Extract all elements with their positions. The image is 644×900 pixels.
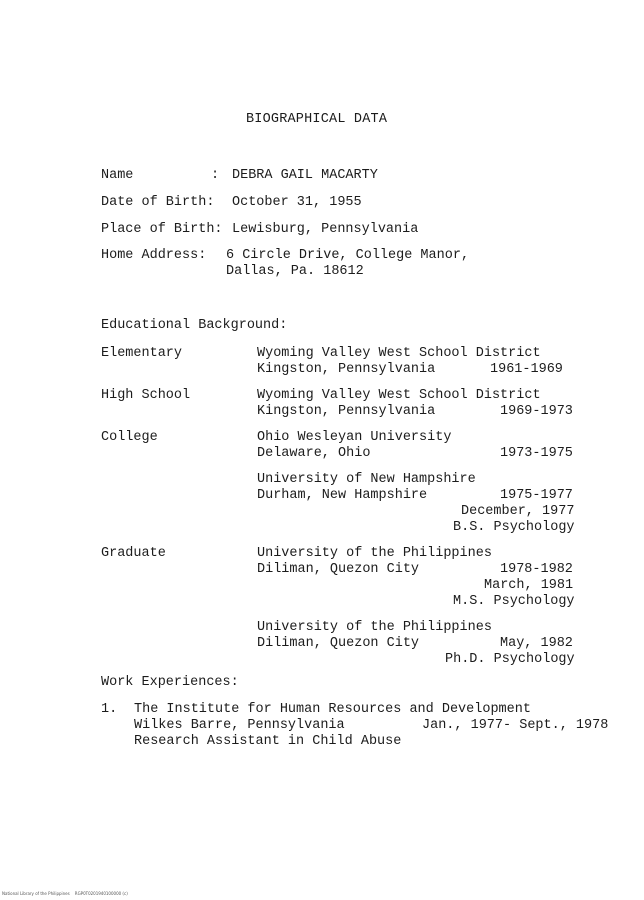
address-line1: 6 Circle Drive, College Manor, <box>226 248 470 263</box>
graduate-label: Graduate <box>101 546 166 561</box>
graduate-degree-2: Ph.D. Psychology <box>445 652 575 667</box>
college-label: College <box>101 430 158 445</box>
graduate-years-1: 1978-1982 <box>500 562 573 577</box>
graduate-date-2: May, 1982 <box>500 636 573 651</box>
highschool-label: High School <box>101 388 191 403</box>
graduate-degree-1: M.S. Psychology <box>453 594 575 609</box>
footer-watermark: National Library of the Philippines RGP0T0201940100000 (c) <box>2 891 128 896</box>
college-school-1: Ohio Wesleyan University <box>257 430 452 445</box>
elementary-school: Wyoming Valley West School District <box>257 346 541 361</box>
name-value: DEBRA GAIL MACARTY <box>232 168 378 183</box>
college-degree-2: B.S. Psychology <box>453 520 575 535</box>
pob-value: Lewisburg, Pennsylvania <box>232 222 419 237</box>
work-item-role: Research Assistant in Child Abuse <box>134 734 402 749</box>
college-years-2: 1975-1977 <box>500 488 573 503</box>
work-item-number: 1. <box>101 702 118 717</box>
highschool-school: Wyoming Valley West School District <box>257 388 541 403</box>
work-item-dates: Jan., 1977- Sept., 1978 <box>422 718 609 733</box>
graduate-date-1: March, 1981 <box>484 578 574 593</box>
name-separator: : <box>211 168 220 183</box>
college-place-1: Delaware, Ohio <box>257 446 371 461</box>
page-title: BIOGRAPHICAL DATA <box>246 112 388 127</box>
college-years-1: 1973-1975 <box>500 446 573 461</box>
work-item-place: Wilkes Barre, Pennsylvania <box>134 718 345 733</box>
pob-label: Place of Birth: <box>101 222 223 237</box>
name-label: Name <box>101 168 134 183</box>
dob-label: Date of Birth: <box>101 195 215 210</box>
graduate-school-1: University of the Philippines <box>257 546 492 561</box>
address-line2: Dallas, Pa. 18612 <box>226 264 364 279</box>
elementary-years: 1961-1969 <box>490 362 563 377</box>
work-heading: Work Experiences: <box>101 675 239 690</box>
college-place-2: Durham, New Hampshire <box>257 488 428 503</box>
dob-value: October 31, 1955 <box>232 195 362 210</box>
graduate-school-2: University of the Philippines <box>257 620 492 635</box>
college-school-2: University of New Hampshire <box>257 472 476 487</box>
highschool-place: Kingston, Pennsylvania <box>257 404 436 419</box>
education-heading: Educational Background: <box>101 318 288 333</box>
elementary-label: Elementary <box>101 346 183 361</box>
graduate-place-1: Diliman, Quezon City <box>257 562 420 577</box>
college-date-2: December, 1977 <box>461 504 575 519</box>
elementary-place: Kingston, Pennsylvania <box>257 362 436 377</box>
address-label: Home Address: <box>101 248 207 263</box>
graduate-place-2: Diliman, Quezon City <box>257 636 420 651</box>
work-item-org: The Institute for Human Resources and Development <box>134 702 531 717</box>
highschool-years: 1969-1973 <box>500 404 573 419</box>
